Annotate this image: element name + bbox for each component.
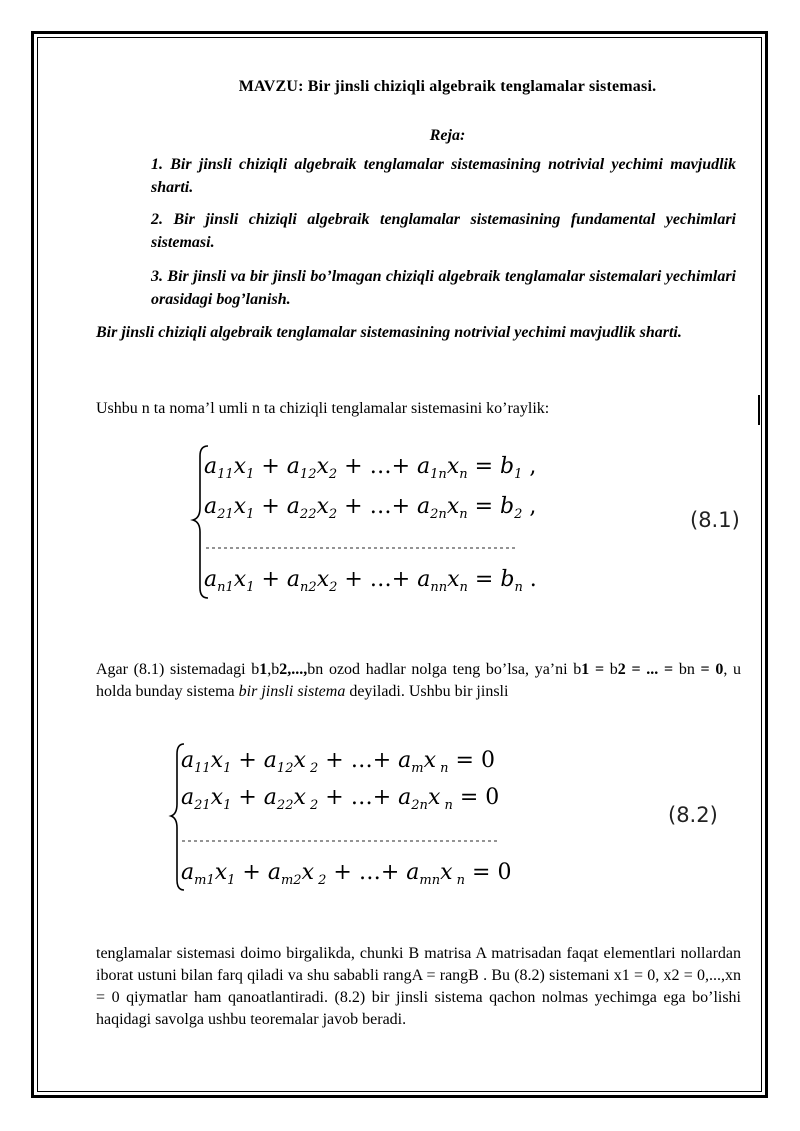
equation-8-1-graphic bbox=[190, 440, 550, 605]
eq-8-2-row-2: $a_{21}x_1 + a_{22}x$ $_2$ + …+ $a_{2n}x$ $_n$ = 0 bbox=[181, 785, 500, 813]
equation-number-8-1: (8.1) bbox=[690, 508, 740, 532]
text-run: 2,..., bbox=[279, 661, 308, 678]
plan-item-3: 3. Bir jinsli va bir jinsli bo’lmagan chiziqli algebraik tenglamalar sistemalari yechimlari orasidagi bog’lanish. bbox=[151, 268, 736, 308]
eq-8-1-row-1: $a_{11}x_1 + a_{12}x_2$ + …+ $a_{1n}x_n = b_1$ , bbox=[204, 454, 537, 482]
equation-8-1 bbox=[190, 440, 550, 605]
text-run: 2 = ... = bbox=[617, 661, 679, 678]
text-run: Agar (8.1) sistemadagi b bbox=[96, 661, 260, 678]
margin-mark bbox=[758, 395, 760, 425]
plan-label: Reja: bbox=[429, 127, 466, 144]
equation-8-2-graphic bbox=[170, 738, 530, 898]
equation-number-8-2: (8.2) bbox=[668, 803, 718, 827]
text-run: bn bbox=[678, 661, 701, 678]
text-run: , u holda bunday sistema bbox=[96, 661, 742, 700]
text-run: 1 = bbox=[581, 661, 610, 678]
text-run: deyiladi. Ushbu bir jinsli bbox=[345, 683, 509, 700]
text-run: bn ozod hadlar nolga teng bo’lsa, ya’ni b bbox=[307, 661, 582, 678]
intro-paragraph: Ushbu n ta noma’l umli n ta chiziqli tenglamalar sistemasini ko’raylik: bbox=[96, 400, 550, 417]
eq-8-2-row-1: $a_{11}x_1 + a_{12}x$ $_2$ + …+ $a_mx$ $_n$ = 0 bbox=[181, 748, 495, 776]
text-run: = 0 bbox=[700, 661, 724, 678]
text-run: 1 bbox=[259, 661, 268, 678]
eq-8-2-row-3: $a_{m1}x_1 + a_{m2}x$ $_2$ + …+ $a_{mn}x$ $_n$ = 0 bbox=[181, 860, 512, 888]
text-run: b bbox=[609, 661, 618, 678]
section-heading: Bir jinsli chiziqli algebraik tenglamalar sistemasining notrivial yechimi mavjudlik sharti. bbox=[96, 324, 682, 341]
closing-paragraph: tenglamalar sistemasi doimo birgalikda, chunki B matrisa A matrisadan faqat elementlari nollardan iborat ustuni bilan farq qiladi va shu sababli rangA = rangB . Bu (8.2) sistemani x1 = 0, x2 = 0,...,xn = 0 qiymatlar ham qanoatlantiradi. (8.2) bir jinsli sistema qachon nolmas yechimga ega bo’lishi haqidagi savolga ushbu teoremalar javob beradi. bbox=[96, 945, 741, 1028]
text-run: ,b bbox=[267, 661, 280, 678]
equation-8-2 bbox=[170, 738, 530, 898]
plan-item-2: 2. Bir jinsli chiziqli algebraik tenglamalar sistemasining fundamental yechimlari sistemasi. bbox=[151, 211, 736, 251]
term-homogeneous-system: bir jinsli sistema bbox=[238, 683, 346, 700]
eq-8-1-row-2: $a_{21}x_1 + a_{22}x_2$ + …+ $a_{2n}x_n = b_2$ , bbox=[204, 494, 537, 522]
plan-item-1: 1. Bir jinsli chiziqli algebraik tenglamalar sistemasining notrivial yechimi mavjudlik sharti. bbox=[151, 156, 736, 196]
eq-8-1-row-3: $a_{n1}x_1 + a_{n2}x_2$ + …+ $a_{nn}x_n = b_n$ . bbox=[204, 567, 537, 595]
document-title: MAVZU: Bir jinsli chiziqli algebraik tenglamalar sistemasi. bbox=[238, 78, 657, 95]
homogeneous-definition-paragraph bbox=[96, 659, 741, 703]
